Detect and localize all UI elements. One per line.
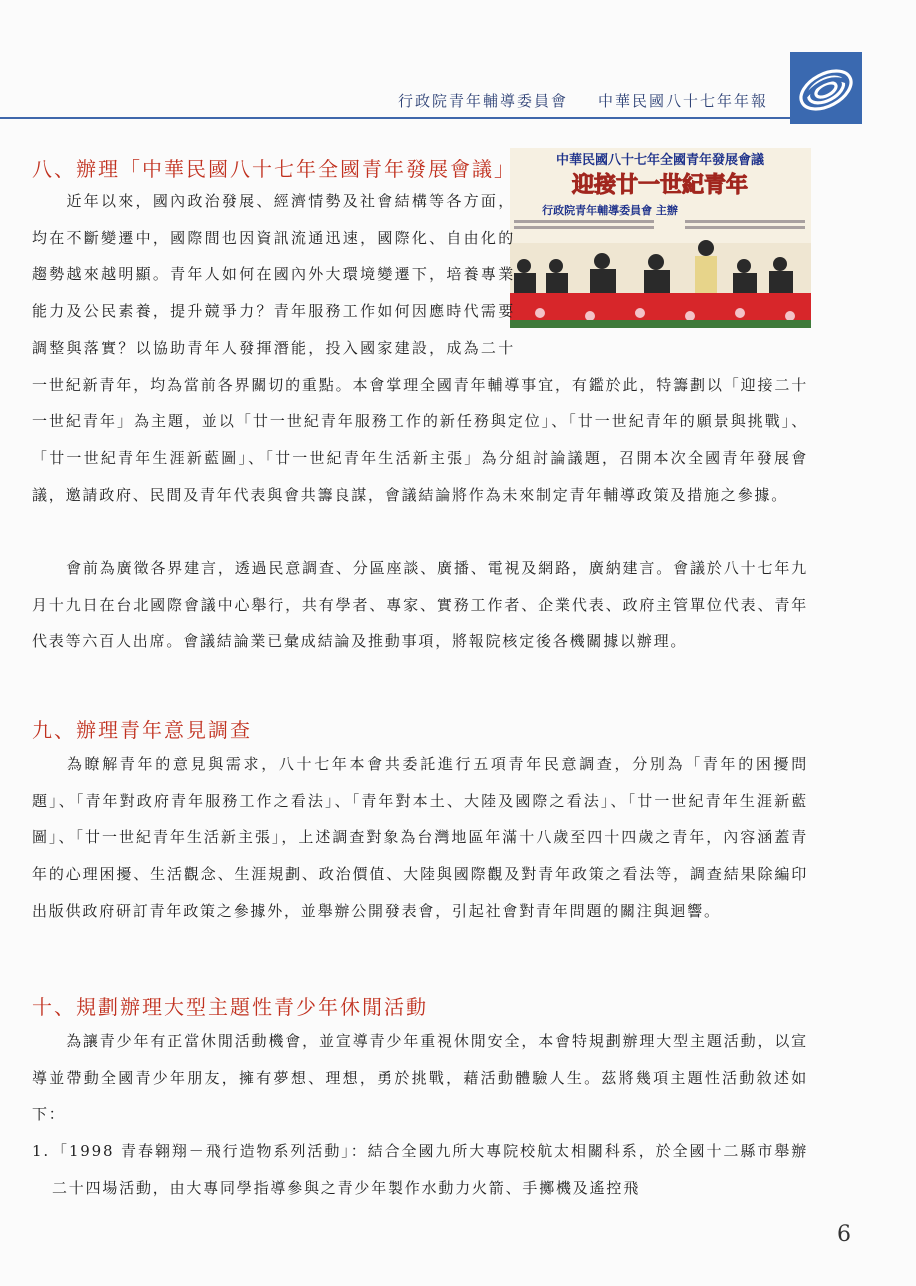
- section9-title: 九、辦理青年意見調查: [32, 718, 252, 742]
- list-item-text: 「1998 青春翱翔－飛行造物系列活動」：結合全國九所大專院校航太相關科系，於全國十二縣市舉辦二十四場活動，由大專同學指導參與之青少年製作水動力火箭、手擲機及遙控飛: [52, 1142, 808, 1197]
- logo-icon: [790, 52, 862, 124]
- page-number: 6: [837, 1222, 851, 1247]
- photo-banner-line3: 行政院青年輔導委員會 主辦: [542, 204, 678, 217]
- photo-banner-line1: 中華民國八十七年全國青年發展會議: [555, 153, 765, 168]
- header-org: 行政院青年輔導委員會: [397, 92, 568, 110]
- section10-paragraph1: 為讓青少年有正當休閒活動機會，並宣導青少年重視休閒安全，本會特規劃辦理大型主題活動，以宣導並帶動全國青少年朋友，擁有夢想、理想，勇於挑戰，藉活動體驗人生。茲將幾項主題性活動敘述如下：: [32, 1032, 808, 1124]
- list-item-number: 1.: [32, 1142, 50, 1160]
- section10-list-item1: [32, 1133, 808, 1206]
- section8-title: 八、辦理「中華民國八十七年全國青年發展會議」: [32, 157, 516, 181]
- section8-paragraph1: 近年以來，國內政治發展、經濟情勢及社會結構等各方面，均在不斷變遷中，國際間也因資訊流通迅速，國際化、自由化的趨勢越來越明顯。青年人如何在國內外大環境變遷下，培養專業能力及公民素養，提升競爭力？青年服務工作如何因應時代需要調整與落實？以協助青年人發揮潛能，投入國家建設，成為二十一世紀新青年，均為當前各界關切的重點。本會掌理全國青年輔導事宜，有鑑於此，特籌劃以「迎接二十一世紀青年」為主題，並以「廿一世紀青年服務工作的新任務與定位」、「廿一世紀青年的願景與挑戰」、「廿一世紀青年生涯新藍圖」、「廿一世紀青年生活新主張」為分組討論議題，召開本次全國青年發展會議，邀請政府、民間及青年代表與會共籌良謀，會議結論將作為未來制定青年輔導政策及措施之參據。: [32, 183, 808, 513]
- section8-paragraph2: 會前為廣徵各界建言，透過民意調查、分區座談、廣播、電視及網路，廣納建言。會議於八十七年九月十九日在台北國際會議中心舉行，共有學者、專家、實務工作者、企業代表、政府主管單位代表、青年代表等六百人出席。會議結論業已彙成結論及推動事項，將報院核定後各機關據以辦理。: [32, 559, 808, 651]
- running-header: [398, 90, 768, 111]
- section10-title: 十、規劃辦理大型主題性青少年休閒活動: [32, 995, 428, 1019]
- header-report: 中華民國八十七年年報: [597, 92, 768, 110]
- header-rule: [0, 117, 790, 119]
- section9-paragraph1: 為瞭解青年的意見與需求，八十七年本會共委託進行五項青年民意調查，分別為「青年的困擾問題」、「青年對政府青年服務工作之看法」、「青年對本土、大陸及國際之看法」、「廿一世紀青年生涯新藍圖」、「廿一世紀青年生活新主張」，上述調查對象為台灣地區年滿十八歲至四十四歲之青年，內容涵蓋青年的心理困擾、生活觀念、生涯規劃、政治價值、大陸與國際觀及對青年政策之看法等，調查結果除編印出版供政府研訂青年政策之參據外，並舉辦公開發表會，引起社會對青年問題的關注與迴響。: [32, 755, 808, 920]
- photo-banner-line2: 迎接廿一世紀青年: [571, 172, 749, 198]
- photo-wrap-spacer: [515, 183, 808, 330]
